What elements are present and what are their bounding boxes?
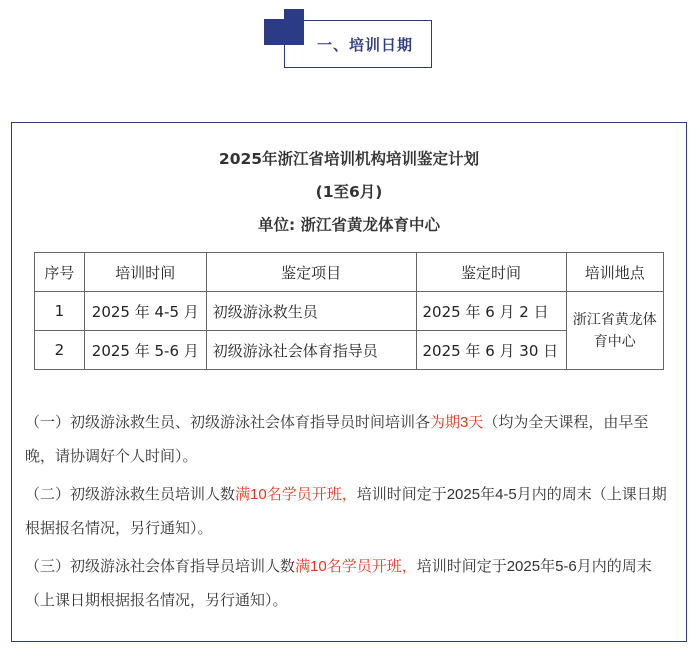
note-text: （二）初级游泳救生员培训人数 — [25, 486, 236, 503]
document-title: 2025年浙江省培训机构培训鉴定计划 — [218, 150, 480, 168]
note-paragraph-2 — [25, 478, 675, 546]
note-text: （一）初级游泳救生员、初级游泳社会体育指导员时间培训各 — [25, 414, 431, 431]
cell-item: 初级游泳救生员 — [206, 292, 416, 331]
section-heading-label: 一、培训日期 — [316, 35, 413, 54]
note-text: （均为全天课程，由早至晚，请协调好个人时间）。 — [25, 414, 649, 465]
document-subtitle: (1至6月) — [315, 183, 383, 201]
document-unit: 单位: 浙江省黄龙体育中心 — [257, 216, 441, 234]
note-highlight: 为期3天 — [430, 414, 484, 431]
cell-training-period: 2025 年 5-6 月 — [84, 331, 206, 370]
table-row — [35, 292, 664, 331]
note-text: 培训时间定于2025年5-6月内的周末（上课日期根据报名情况，另行通知）。 — [25, 558, 652, 609]
note-paragraph-1 — [25, 406, 675, 474]
cell-index: 2 — [35, 331, 85, 370]
cell-location: 浙江省黄龙体育中心 — [566, 292, 664, 370]
note-highlight: 满10名学员开班， — [295, 558, 417, 575]
header-item: 鉴定项目 — [206, 253, 416, 292]
header-training-period: 培训时间 — [84, 253, 206, 292]
training-schedule-table — [34, 252, 664, 370]
cell-training-period: 2025 年 4-5 月 — [84, 292, 206, 331]
section-heading — [264, 9, 436, 71]
note-highlight: 满10名学员开班， — [235, 486, 357, 503]
cell-assessment-date: 2025 年 6 月 30 日 — [416, 331, 566, 370]
note-paragraph-3 — [25, 550, 675, 618]
header-index: 序号 — [35, 253, 85, 292]
decorative-square-icon — [264, 19, 284, 45]
training-plan-card — [11, 122, 687, 642]
note-text: （三）初级游泳社会体育指导员培训人数 — [25, 558, 296, 575]
header-assessment-date: 鉴定时间 — [416, 253, 566, 292]
cell-assessment-date: 2025 年 6 月 2 日 — [416, 292, 566, 331]
header-location: 培训地点 — [566, 253, 664, 292]
cell-item: 初级游泳社会体育指导员 — [206, 331, 416, 370]
cell-index: 1 — [35, 292, 85, 331]
note-text: 培训时间定于2025年4-5月内的周末（上课日期根据报名情况，另行通知）。 — [25, 486, 667, 537]
table-header-row — [35, 253, 664, 292]
